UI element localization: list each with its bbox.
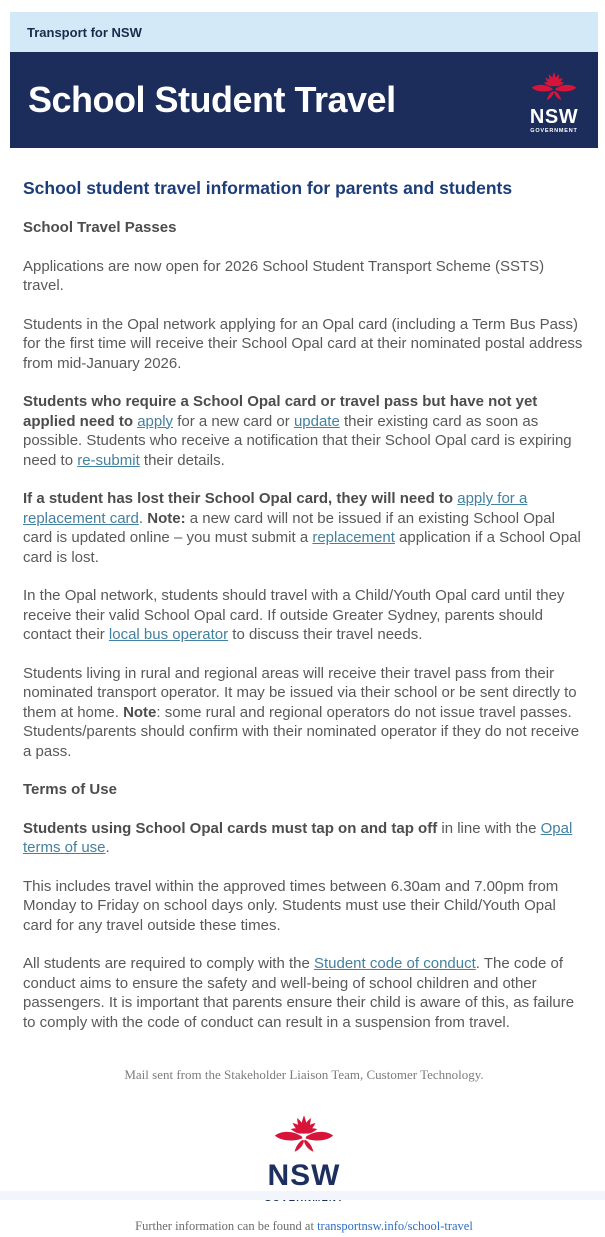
opal-terms-of-use-link[interactable]: Opal terms of use — [23, 819, 573, 856]
footer-logo-nsw-text: NSW — [267, 1158, 341, 1192]
logo-government-text: GOVERNMENT — [530, 127, 578, 134]
text-run: Students living in rural and regional areas will receive their travel pass from their nominated transport operator. It may be issued via their school or be sent directly to them at home. — [23, 664, 577, 721]
page-title: School Student Travel — [28, 79, 396, 120]
logo-nsw-text: NSW — [529, 105, 579, 128]
text-run: All students are required to comply with the — [23, 955, 314, 972]
paragraph — [23, 877, 585, 936]
text-run: Applications are now open for 2026 School Student Transport Scheme (SSTS) travel. — [23, 257, 545, 294]
bold-text: Note: — [147, 509, 186, 527]
paragraph — [23, 586, 585, 645]
text-run: a new card will not be issued if an existing School Opal card is updated online – you must submit a — [23, 509, 555, 546]
waratah-icon — [266, 1107, 342, 1159]
bold-text: Note — [123, 703, 157, 721]
text-run: to discuss their travel needs. — [228, 626, 423, 643]
paragraph — [23, 819, 585, 858]
hero-banner — [10, 52, 598, 148]
paragraph — [23, 257, 585, 296]
text-run: In the Opal network, students should travel with a Child/Youth Opal card until they receive their valid School Opal card. If outside Greater Sydney, parents should contact their — [23, 587, 565, 643]
text-run: their details. — [139, 451, 225, 469]
bold-text: School Travel Passes — [23, 219, 177, 236]
bold-text: Students who require a School Opal card or travel pass but have not yet applied need to — [23, 393, 538, 430]
text-run: for a new card or — [173, 412, 294, 430]
update-link[interactable]: update — [293, 412, 340, 430]
content-heading: School student travel information for parents and students — [23, 178, 513, 198]
section-heading — [23, 780, 585, 800]
student-code-of-conduct-link[interactable]: Student code of conduct — [313, 955, 476, 972]
nsw-government-logo — [526, 66, 582, 135]
apply-link[interactable]: apply — [137, 412, 174, 430]
bold-text: If a student has lost their School Opal card, they will need to — [23, 490, 458, 507]
waratah-icon — [530, 66, 578, 106]
brand-name: Transport for NSW — [27, 24, 142, 40]
body-content — [10, 177, 598, 1237]
signoff-text: Mail sent from the Stakeholder Liaison Team, Customer Technology. — [124, 1067, 484, 1082]
text-run: Students in the Opal network applying for an Opal card (including a Term Bus Pass) for the first time will receive their School Opal card at their nominated postal address from mid-January 2026. — [23, 315, 583, 372]
re-submit-link[interactable]: re-submit — [77, 451, 140, 469]
bottom-strip — [0, 1191, 605, 1200]
text-run: . — [105, 839, 110, 856]
text-run: in line with the — [437, 819, 541, 837]
replacement-link[interactable]: replacement — [312, 529, 395, 546]
paragraph — [23, 664, 585, 762]
paragraph — [23, 489, 585, 567]
email-page — [10, 12, 598, 1237]
section-heading — [23, 218, 585, 238]
text-run: This includes travel within the approved times between 6.30am and 7.00pm from Monday to Friday on school days only. Students must use their Child/Youth Opal card for any travel outside these times. — [23, 877, 559, 934]
bold-text: Terms of Use — [23, 781, 117, 798]
footer-info-prefix: Further information can be found at — [135, 1219, 318, 1233]
paragraph — [23, 315, 585, 374]
topbar — [10, 12, 598, 52]
footer-nsw-government-logo — [23, 1107, 585, 1204]
local-bus-operator-link[interactable]: local bus operator — [108, 626, 229, 643]
footer-school-travel-link[interactable]: transportnsw.info/school-travel — [317, 1219, 473, 1233]
footer-info-line — [23, 1217, 585, 1237]
text-run: . — [138, 509, 148, 527]
bold-text: Students using School Opal cards must tap on and tap off — [23, 819, 438, 837]
paragraph-list — [23, 218, 585, 1032]
text-run: their existing card as soon as possible. Students who receive a notification that their School Opal card is expiring need to — [23, 412, 572, 469]
paragraph — [23, 392, 585, 470]
text-run: . The code of conduct aims to ensure the safety and well-being of school children and other passengers. It is important that parents ensure their child is aware of this, as failure to comply with the code of conduct can result in a suspension from travel. — [23, 955, 575, 1031]
paragraph — [23, 954, 585, 1032]
replacement-card-link[interactable]: apply for a replacement card — [23, 490, 528, 527]
text-run: : some rural and regional operators do not issue travel passes. Students/parents should confirm with their nominated operator if they do not receive a pass. — [23, 703, 580, 760]
text-run: application if a School Opal card is lost. — [23, 529, 581, 566]
